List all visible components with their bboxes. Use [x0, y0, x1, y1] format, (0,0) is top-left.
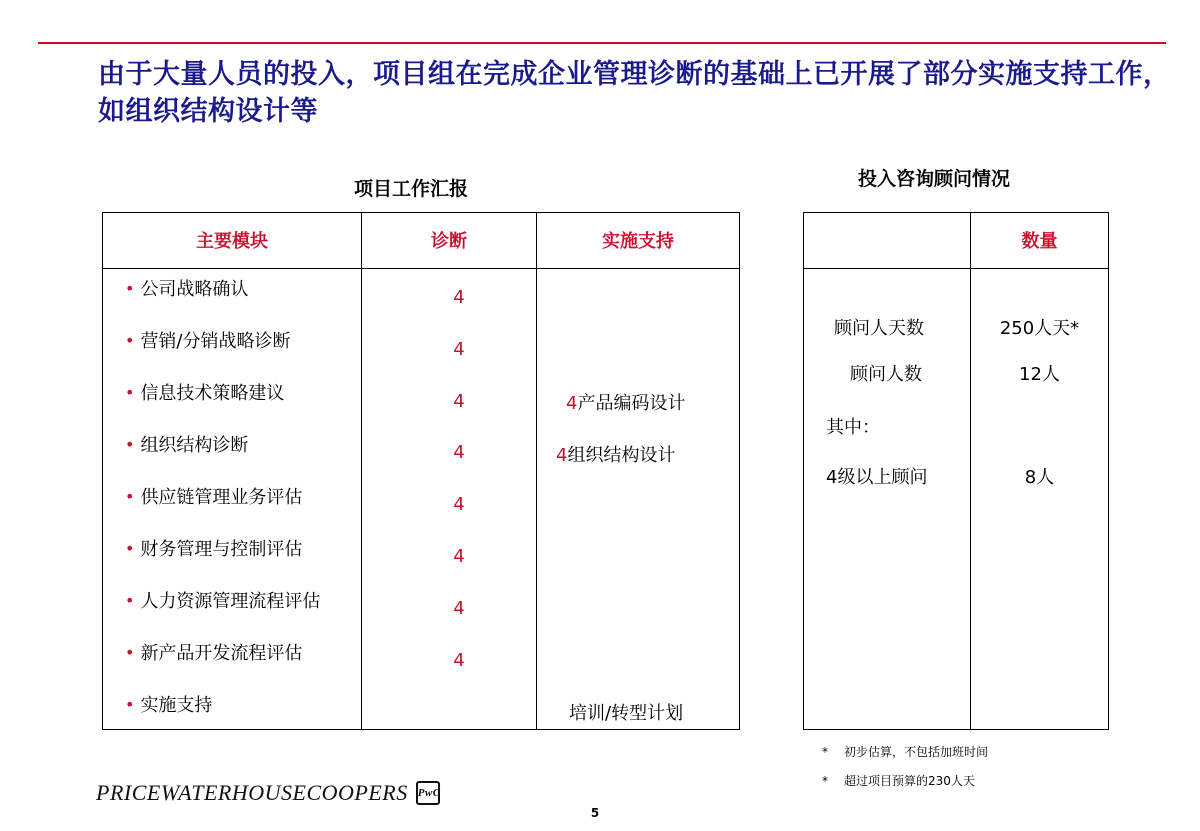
consultant-count-label: 顾问人数: [850, 364, 922, 385]
senior-consultant-label: 4级以上顾问: [826, 467, 928, 488]
implementation-label: 组织结构设计: [567, 445, 676, 466]
implementation-label: 产品编码设计: [577, 393, 686, 414]
list-item: [125, 431, 248, 457]
header-module: 主要模块: [196, 231, 268, 252]
footnote-text: 超过项目预算的230人天: [844, 774, 975, 788]
diagnosis-value: 4: [453, 339, 465, 360]
consultant-days-value: 250人天*: [999, 318, 1080, 339]
footnote: [822, 772, 975, 789]
page-title: 由于大量人员的投入，项目组在完成企业管理诊断的基础上已开展了部分实施支持工作，如组织结构设计等: [98, 59, 1171, 127]
implementation-item: [556, 441, 675, 467]
project-work-table: [102, 212, 740, 730]
module-label: 人力资源管理流程评估: [140, 591, 321, 612]
list-item: [125, 327, 291, 353]
list-item: [125, 379, 284, 405]
footnote: [822, 743, 988, 760]
bullet-icon: •: [125, 486, 135, 506]
implementation-label: 培训/转型计划: [569, 703, 684, 724]
list-item: [125, 587, 320, 613]
diagnosis-value: 4: [453, 650, 465, 671]
bullet-icon: •: [125, 382, 135, 402]
bullet-icon: •: [125, 590, 135, 610]
bullet-icon: •: [125, 278, 135, 298]
module-label: 组织结构诊断: [140, 435, 249, 456]
header-quantity: 数量: [1021, 231, 1058, 252]
module-label: 实施支持: [140, 695, 213, 716]
module-label: 新产品开发流程评估: [140, 643, 303, 664]
company-logo: [96, 780, 440, 806]
asterisk-icon: *: [822, 745, 828, 759]
list-item: [125, 691, 212, 717]
list-item: [125, 639, 302, 665]
module-label: 公司战略确认: [140, 279, 249, 300]
top-divider: [38, 42, 1166, 44]
consultant-days-label: 顾问人天数: [834, 318, 924, 339]
senior-consultant-value: 8人: [1024, 467, 1055, 488]
module-label: 供应链管理业务评估: [140, 487, 303, 508]
list-item: [125, 483, 302, 509]
logo-text: PRICEWATERHOUSECOOPERS: [96, 780, 408, 805]
implementation-item: [566, 389, 685, 415]
bullet-icon: •: [125, 330, 135, 350]
logo-mark-icon: PwC: [416, 781, 440, 805]
header-diagnosis: 诊断: [431, 231, 467, 252]
diagnosis-value: 4: [453, 287, 465, 308]
bullet-icon: •: [125, 642, 135, 662]
module-label: 财务管理与控制评估: [140, 539, 303, 560]
footnote-text: 初步估算，不包括加班时间: [844, 745, 989, 759]
module-label: 信息技术策略建议: [140, 383, 285, 404]
bullet-icon: •: [125, 694, 135, 714]
diagnosis-value: 4: [453, 494, 465, 515]
of-which-label: 其中：: [826, 417, 880, 438]
list-item: [125, 535, 302, 561]
asterisk-icon: *: [822, 774, 828, 788]
diagnosis-value: 4: [453, 442, 465, 463]
list-item: [125, 275, 248, 301]
diagnosis-value: 4: [453, 598, 465, 619]
header-implementation: 实施支持: [602, 231, 674, 252]
left-table-caption: 项目工作汇报: [354, 178, 469, 200]
implementation-item: [569, 699, 683, 725]
right-table-caption: 投入咨询顾问情况: [858, 168, 1011, 190]
bullet-icon: •: [125, 538, 135, 558]
diagnosis-value: 4: [453, 391, 465, 412]
diagnosis-value: 4: [453, 546, 465, 567]
page-number: 5: [590, 806, 600, 820]
implementation-mark: 4: [556, 445, 568, 466]
bullet-icon: •: [125, 434, 135, 454]
consultant-input-table: [803, 212, 1109, 730]
module-label: 营销/分销战略诊断: [140, 331, 291, 352]
consultant-count-value: 12人: [1019, 364, 1060, 385]
implementation-mark: 4: [566, 393, 578, 414]
